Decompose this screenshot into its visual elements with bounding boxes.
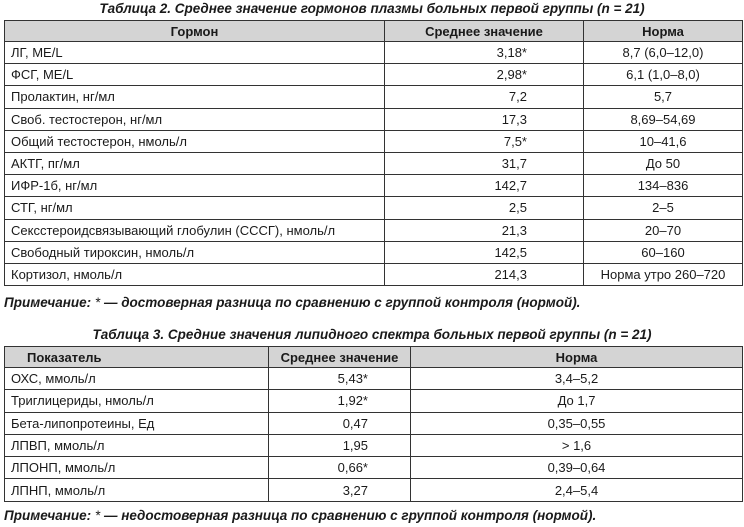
- row-label-cell: Кортизол, нмоль/л: [5, 263, 385, 285]
- mean-value-cell: 3,27: [269, 479, 411, 501]
- note-text: — достоверная разница по сравнению с группой контроля (нормой).: [103, 295, 581, 310]
- row-label-cell: ЛГ, МЕ/L: [5, 42, 385, 64]
- column-header-norm: Норма: [584, 21, 743, 42]
- row-label-cell: СТГ, нг/мл: [5, 197, 385, 219]
- table-row: [5, 219, 743, 241]
- hormone-table: [4, 20, 743, 286]
- mean-value-cell: 142,7: [385, 175, 584, 197]
- norm-value-cell: > 1,6: [411, 434, 743, 456]
- mean-value-cell: 2,5: [385, 197, 584, 219]
- column-header-norm: Норма: [411, 347, 743, 368]
- table-row: [5, 390, 743, 412]
- table-row: [5, 479, 743, 501]
- table-row: [5, 175, 743, 197]
- table3-note: [4, 507, 596, 525]
- row-label-cell: Сексстероидсвязывающий глобулин (СССГ), нмоль/л: [5, 219, 385, 241]
- mean-value-cell: 0,66*: [269, 457, 411, 479]
- row-label-cell: ИФР-1б, нг/мл: [5, 175, 385, 197]
- mean-value-cell: 31,7: [385, 152, 584, 174]
- column-header-indicator: Показатель: [5, 347, 269, 368]
- table-row: [5, 412, 743, 434]
- norm-value-cell: Норма утро 260–720: [584, 263, 743, 285]
- table-row: [5, 457, 743, 479]
- row-label-cell: ЛПВП, ммоль/л: [5, 434, 269, 456]
- table-row: [5, 368, 743, 390]
- norm-value-cell: 10–41,6: [584, 130, 743, 152]
- row-label-cell: Пролактин, нг/мл: [5, 86, 385, 108]
- table-row: [5, 42, 743, 64]
- norm-value-cell: 0,39–0,64: [411, 457, 743, 479]
- lipid-table-body: [5, 368, 743, 502]
- table-row: [5, 434, 743, 456]
- row-label-cell: Триглицериды, нмоль/л: [5, 390, 269, 412]
- norm-value-cell: 5,7: [584, 86, 743, 108]
- table-row: [5, 241, 743, 263]
- mean-value-cell: 3,18*: [385, 42, 584, 64]
- note-star: *: [94, 508, 101, 523]
- row-label-cell: ОХС, ммоль/л: [5, 368, 269, 390]
- norm-value-cell: 0,35–0,55: [411, 412, 743, 434]
- column-header-mean: Среднее значение: [385, 21, 584, 42]
- norm-value-cell: 8,69–54,69: [584, 108, 743, 130]
- table-row: [5, 130, 743, 152]
- mean-value-cell: 0,47: [269, 412, 411, 434]
- norm-value-cell: 60–160: [584, 241, 743, 263]
- note-text: — недостоверная разница по сравнению с группой контроля (нормой).: [103, 508, 597, 523]
- mean-value-cell: 7,2: [385, 86, 584, 108]
- column-header-hormone: Гормон: [5, 21, 385, 42]
- row-label-cell: ЛПНП, ммоль/л: [5, 479, 269, 501]
- table-row: [5, 86, 743, 108]
- norm-value-cell: 6,1 (1,0–8,0): [584, 64, 743, 86]
- row-label-cell: Общий тестостерон, нмоль/л: [5, 130, 385, 152]
- table-row: [5, 108, 743, 130]
- row-label-cell: АКТГ, пг/мл: [5, 152, 385, 174]
- table-row: [5, 197, 743, 219]
- mean-value-cell: 1,92*: [269, 390, 411, 412]
- table-row: [5, 64, 743, 86]
- row-label-cell: Своб. тестостерон, нг/мл: [5, 108, 385, 130]
- norm-value-cell: 20–70: [584, 219, 743, 241]
- note-star: *: [94, 295, 101, 310]
- table2-note: [4, 294, 580, 312]
- row-label-cell: ФСГ, МЕ/L: [5, 64, 385, 86]
- norm-value-cell: До 1,7: [411, 390, 743, 412]
- table-header-row: [5, 347, 743, 368]
- norm-value-cell: 8,7 (6,0–12,0): [584, 42, 743, 64]
- row-label-cell: Свободный тироксин, нмоль/л: [5, 241, 385, 263]
- mean-value-cell: 5,43*: [269, 368, 411, 390]
- mean-value-cell: 142,5: [385, 241, 584, 263]
- note-label: Примечание:: [4, 508, 92, 523]
- mean-value-cell: 17,3: [385, 108, 584, 130]
- table-header-row: [5, 21, 743, 42]
- note-label: Примечание:: [4, 295, 92, 310]
- column-header-mean: Среднее значение: [269, 347, 411, 368]
- norm-value-cell: 2–5: [584, 197, 743, 219]
- table-row: [5, 152, 743, 174]
- norm-value-cell: До 50: [584, 152, 743, 174]
- mean-value-cell: 214,3: [385, 263, 584, 285]
- norm-value-cell: 2,4–5,4: [411, 479, 743, 501]
- table2-caption: Таблица 2. Среднее значение гормонов плазмы больных первой группы (n = 21): [99, 1, 645, 16]
- row-label-cell: ЛПОНП, ммоль/л: [5, 457, 269, 479]
- hormone-table-body: [5, 42, 743, 286]
- norm-value-cell: 3,4–5,2: [411, 368, 743, 390]
- norm-value-cell: 134–836: [584, 175, 743, 197]
- mean-value-cell: 2,98*: [385, 64, 584, 86]
- table-row: [5, 263, 743, 285]
- mean-value-cell: 21,3: [385, 219, 584, 241]
- table3-caption: Таблица 3. Средние значения липидного спектра больных первой группы (n = 21): [92, 327, 652, 342]
- row-label-cell: Бета-липопротеины, Ед: [5, 412, 269, 434]
- lipid-table: [4, 346, 743, 502]
- mean-value-cell: 7,5*: [385, 130, 584, 152]
- mean-value-cell: 1,95: [269, 434, 411, 456]
